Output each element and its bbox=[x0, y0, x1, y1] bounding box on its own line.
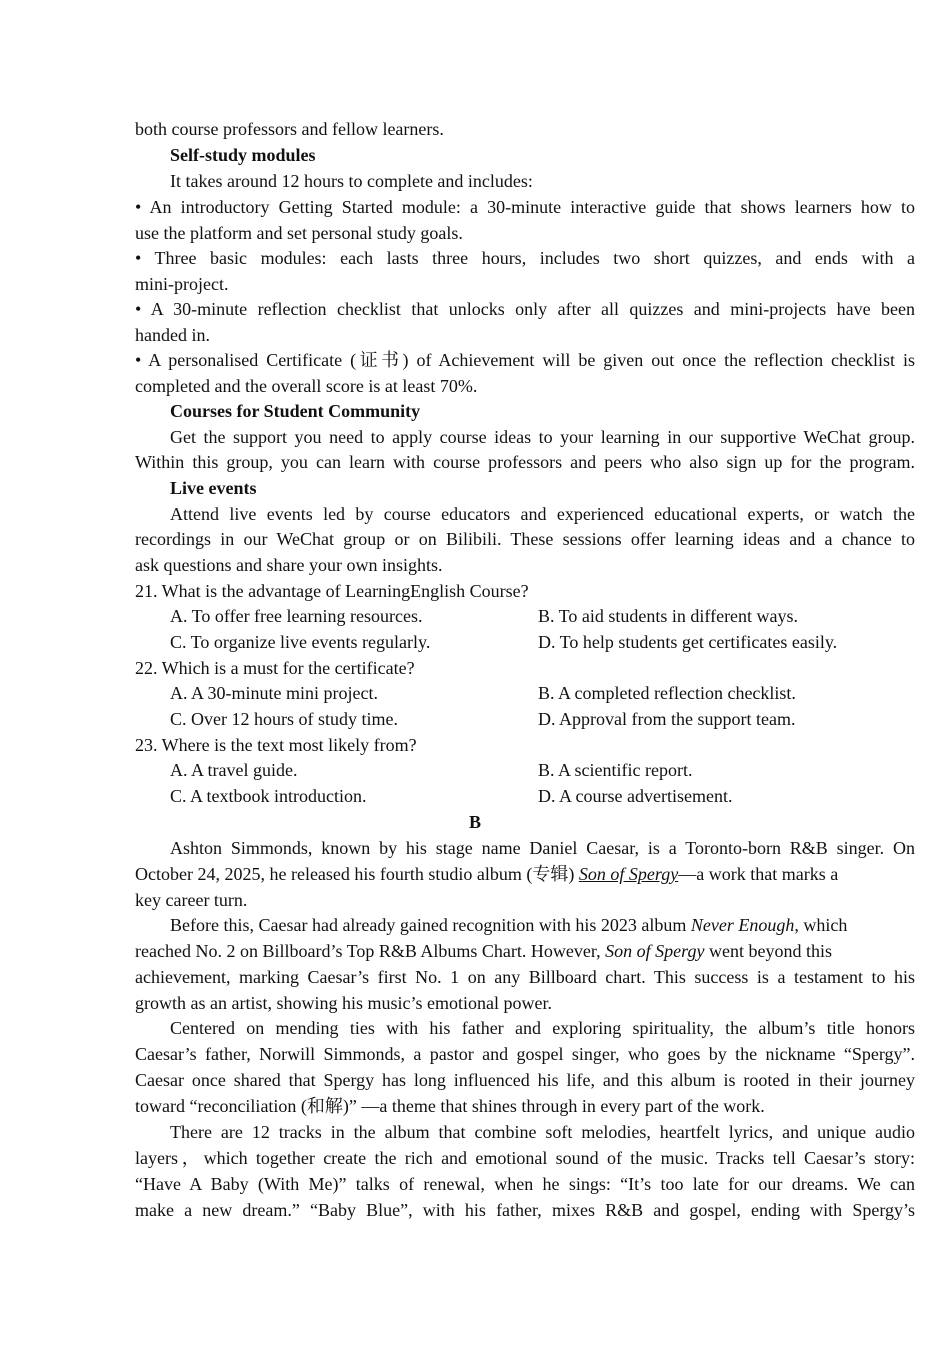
heading-community: Courses for Student Community bbox=[170, 401, 421, 421]
passage-line: Within this group, you can learn with course professors and peers who also sign up for the program. bbox=[135, 452, 915, 472]
passage-b-line: Centered on mending ties with his father and exploring spirituality, the album’s title honors bbox=[170, 1018, 915, 1038]
option-22-c[interactable]: C. Over 12 hours of study time. bbox=[170, 709, 398, 729]
passage-b-line bbox=[135, 861, 915, 887]
option-23-c[interactable]: C. A textbook introduction. bbox=[170, 786, 367, 806]
bullet-line: • An introductory Getting Started module: a 30-minute interactive guide that shows learners how to bbox=[135, 197, 915, 217]
option-21-d[interactable]: D. To help students get certificates easily. bbox=[538, 632, 838, 652]
passage-line: mini-project. bbox=[135, 274, 229, 294]
bullet-line: • A personalised Certificate (证书) of Achievement will be given out once the reflection checklist is bbox=[135, 350, 915, 370]
passage-b-line: Caesar once shared that Spergy has long influenced his life, and this album is rooted in their journey bbox=[135, 1070, 915, 1090]
passage-b-text: Before this, Caesar had already gained recognition with his 2023 album bbox=[170, 915, 691, 935]
option-22-d[interactable]: D. Approval from the support team. bbox=[538, 709, 796, 729]
album-title: Son of Spergy bbox=[578, 864, 679, 884]
album-title: Son of Spergy bbox=[605, 941, 705, 961]
option-23-b[interactable]: B. A scientific report. bbox=[538, 760, 693, 780]
question-stem-22: 22. Which is a must for the certificate? bbox=[135, 658, 415, 678]
passage-b-line: Caesar’s father, Norwill Simmonds, a pastor and gospel singer, who goes by the nickname “Spergy”. bbox=[135, 1044, 915, 1064]
question-stem-23: 23. Where is the text most likely from? bbox=[135, 735, 417, 755]
heading-live-events: Live events bbox=[170, 478, 257, 498]
option-23-a[interactable]: A. A travel guide. bbox=[170, 760, 298, 780]
heading-self-study: Self-study modules bbox=[170, 145, 316, 165]
passage-b-line bbox=[135, 938, 915, 964]
bullet-line: • Three basic modules: each lasts three hours, includes two short quizzes, and ends with a bbox=[135, 248, 915, 268]
passage-line: It takes around 12 hours to complete and includes: bbox=[170, 171, 533, 191]
passage-b-text: —a work that marks a bbox=[678, 864, 839, 884]
bullet-line: • A 30-minute reflection checklist that unlocks only after all quizzes and mini-projects have been bbox=[135, 299, 915, 319]
passage-b-line: layers，which together create the rich and emotional sound of the music. Tracks tell Caesar’s story: bbox=[135, 1148, 915, 1168]
passage-line: both course professors and fellow learners. bbox=[135, 119, 444, 139]
passage-line: completed and the overall score is at least 70%. bbox=[135, 376, 478, 396]
passage-b-line: toward “reconciliation (和解)” —a theme that shines through in every part of the work. bbox=[135, 1096, 765, 1116]
passage-b-line bbox=[170, 912, 915, 938]
option-21-a[interactable]: A. To offer free learning resources. bbox=[170, 606, 423, 626]
passage-b-text: reached No. 2 on Billboard’s Top R&B Albums Chart. However, bbox=[135, 941, 606, 961]
album-title: Never Enough bbox=[690, 915, 795, 935]
question-stem-21: 21. What is the advantage of LearningEnglish Course? bbox=[135, 581, 529, 601]
passage-line: Get the support you need to apply course ideas to your learning in our supportive WeChat group. bbox=[170, 427, 915, 447]
passage-line: recordings in our WeChat group or on Bilibili. These sessions offer learning ideas and a chance to bbox=[135, 529, 915, 549]
passage-b-text: went beyond this bbox=[704, 941, 832, 961]
passage-line: handed in. bbox=[135, 325, 210, 345]
passage-b-text: October 24, 2025, he released his fourth studio album (专辑) bbox=[135, 864, 579, 884]
passage-b-line: “Have A Baby (With Me)” talks of renewal, when he sings: “It’s too late for our dreams. We can bbox=[135, 1174, 915, 1194]
option-23-d[interactable]: D. A course advertisement. bbox=[538, 786, 733, 806]
option-22-b[interactable]: B. A completed reflection checklist. bbox=[538, 683, 796, 703]
passage-b-line: make a new dream.” “Baby Blue”, with his father, mixes R&B and gospel, ending with Spergy’s bbox=[135, 1200, 915, 1220]
passage-b-line: key career turn. bbox=[135, 890, 248, 910]
option-21-b[interactable]: B. To aid students in different ways. bbox=[538, 606, 799, 626]
passage-b-line: Ashton Simmonds, known by his stage name Daniel Caesar, is a Toronto-born R&B singer. On bbox=[170, 838, 915, 858]
passage-line: ask questions and share your own insights. bbox=[135, 555, 443, 575]
section-b-label: B bbox=[468, 812, 481, 832]
passage-b-line: achievement, marking Caesar’s first No. 1 on any Billboard chart. This success is a testament to his bbox=[135, 967, 915, 987]
option-21-c[interactable]: C. To organize live events regularly. bbox=[170, 632, 431, 652]
passage-b-line: There are 12 tracks in the album that combine soft melodies, heartfelt lyrics, and unique audio bbox=[170, 1122, 915, 1142]
passage-b-text: , which bbox=[794, 915, 848, 935]
passage-line: use the platform and set personal study goals. bbox=[135, 223, 463, 243]
passage-b-line: growth as an artist, showing his music’s emotional power. bbox=[135, 993, 552, 1013]
passage-line: Attend live events led by course educators and experienced educational experts, or watch the bbox=[170, 504, 915, 524]
option-22-a[interactable]: A. A 30-minute mini project. bbox=[170, 683, 378, 703]
